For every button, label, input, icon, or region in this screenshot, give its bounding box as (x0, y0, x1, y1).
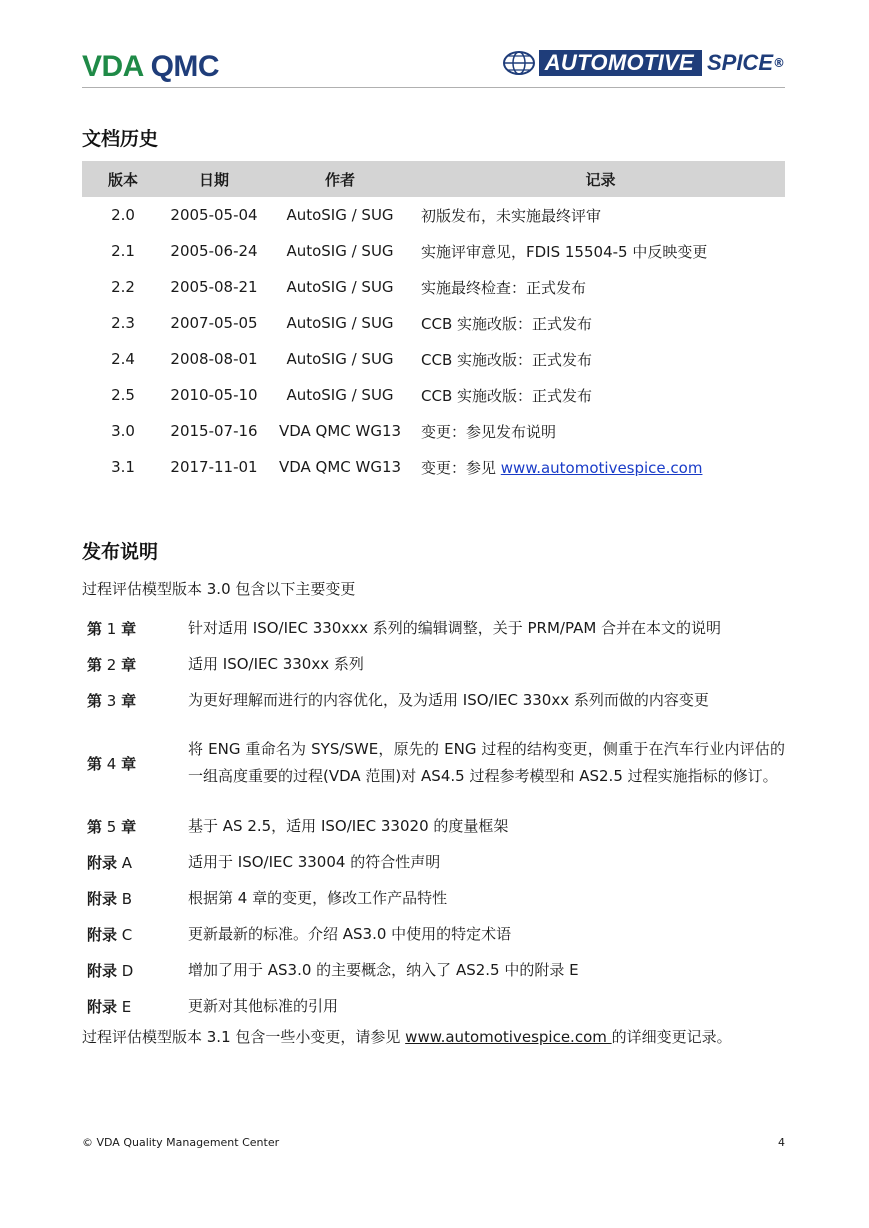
item-text: 将 ENG 重命名为 SYS/SWE，原先的 ENG 过程的结构变更，侧重于在汽车行业内评估的一组高度重要的过程(VDA 范围)对 AS4.5 过程参考模型和 AS2.5 过程实施指标的修订。 (188, 740, 785, 785)
row-version: 2.1 (111, 242, 135, 260)
label-number: 2 (102, 655, 122, 674)
registered-mark: ® (773, 56, 785, 70)
item-label (82, 960, 188, 981)
outro-text-before: 过程评估模型版本 3.1 包含一些小变更，请参见 (82, 1028, 406, 1046)
row-author: AutoSIG / SUG (286, 206, 394, 224)
label-prefix: 附录 (87, 925, 118, 944)
list-item (82, 610, 785, 646)
item-label (82, 618, 188, 639)
row-version: 2.2 (111, 278, 135, 296)
history-header-row (82, 161, 785, 197)
globe-icon (501, 50, 537, 76)
document-history-title: 文档历史 (82, 128, 159, 150)
label-prefix: 附录 (87, 853, 118, 872)
row-date: 2005-06-24 (170, 242, 258, 260)
table-row (82, 413, 785, 449)
page-number: 4 (778, 1136, 785, 1149)
row-version: 2.5 (111, 386, 135, 404)
row-author: AutoSIG / SUG (286, 242, 394, 260)
table-row (82, 449, 785, 485)
row-date: 2008-08-01 (170, 350, 258, 368)
outro-text-after: 的详细变更记录。 (611, 1028, 732, 1046)
item-label (82, 816, 188, 837)
release-change-list (82, 610, 785, 1024)
item-label (82, 690, 188, 711)
row-note: 初版发布，未实施最终评审 (421, 206, 602, 225)
label-prefix: 第 (87, 619, 103, 638)
qmc-logo-text: QMC (150, 50, 220, 83)
row-note: 变更：参见发布说明 (421, 422, 557, 441)
label-prefix: 第 (87, 754, 103, 773)
table-row (82, 341, 785, 377)
label-number: A (117, 853, 133, 872)
release-outro (82, 1026, 732, 1047)
spice-logo-text: SPICE (706, 50, 773, 75)
item-label (82, 753, 188, 774)
label-number: D (117, 961, 134, 980)
automotivespice-link[interactable]: www.automotivespice.com (500, 458, 703, 477)
row-note: 实施评审意见，FDIS 15504-5 中反映变更 (421, 242, 708, 261)
list-item (82, 988, 785, 1024)
vda-qmc-logo (82, 50, 219, 84)
row-note: CCB 实施改版：正式发布 (421, 314, 593, 333)
row-author: AutoSIG / SUG (286, 386, 394, 404)
label-number: 3 (102, 691, 122, 710)
item-text: 基于 AS 2.5，适用 ISO/IEC 33020 的度量框架 (188, 816, 509, 835)
list-item (82, 880, 785, 916)
label-suffix: 章 (121, 691, 137, 710)
label-prefix: 第 (87, 691, 103, 710)
list-item (82, 718, 785, 808)
row-date: 2007-05-05 (170, 314, 258, 332)
item-text: 为更好理解而进行的内容优化，及为适用 ISO/IEC 330xx 系列而做的内容变更 (188, 690, 709, 709)
label-prefix: 附录 (87, 997, 118, 1016)
row-version: 2.0 (111, 206, 135, 224)
column-header-author: 作者 (264, 161, 416, 197)
row-version: 2.4 (111, 350, 135, 368)
list-item (82, 808, 785, 844)
row-note: 实施最终检查：正式发布 (421, 278, 587, 297)
label-prefix: 第 (87, 817, 103, 836)
row-author: VDA QMC WG13 (278, 422, 402, 440)
item-label (82, 924, 188, 945)
row-author: VDA QMC WG13 (278, 458, 402, 476)
list-item (82, 682, 785, 718)
row-date: 2005-05-04 (170, 206, 258, 224)
list-item (82, 844, 785, 880)
list-item (82, 646, 785, 682)
item-text: 针对适用 ISO/IEC 330xxx 系列的编辑调整，关于 PRM/PAM 合并在本文的说明 (188, 618, 722, 637)
row-author: AutoSIG / SUG (286, 314, 394, 332)
label-number: C (117, 925, 133, 944)
release-notes-title: 发布说明 (82, 541, 159, 563)
row-note: CCB 实施改版：正式发布 (421, 386, 593, 405)
label-prefix: 附录 (87, 889, 118, 908)
table-row (82, 377, 785, 413)
automotive-logo-text: AUTOMOTIVE (539, 50, 702, 76)
label-suffix: 章 (121, 817, 137, 836)
automotive-spice-logo (501, 50, 785, 76)
row-note: 变更：参见 (421, 458, 501, 477)
item-text: 更新对其他标准的引用 (188, 996, 339, 1015)
item-label (82, 852, 188, 873)
row-date: 2015-07-16 (170, 422, 258, 440)
history-table (82, 161, 785, 485)
label-prefix: 第 (87, 655, 103, 674)
item-label (82, 654, 188, 675)
table-row (82, 305, 785, 341)
table-row (82, 197, 785, 233)
release-intro: 过程评估模型版本 3.0 包含以下主要变更 (82, 580, 356, 598)
row-author: AutoSIG / SUG (286, 350, 394, 368)
footer-copyright: © VDA Quality Management Center (82, 1136, 280, 1149)
item-text: 适用 ISO/IEC 330xx 系列 (188, 654, 364, 673)
label-prefix: 附录 (87, 961, 118, 980)
row-version: 3.0 (111, 422, 135, 440)
label-suffix: 章 (121, 754, 137, 773)
item-text: 更新最新的标准。介绍 AS3.0 中使用的特定术语 (188, 924, 512, 943)
label-number: E (117, 997, 132, 1016)
row-date: 2010-05-10 (170, 386, 258, 404)
label-number: B (117, 889, 133, 908)
row-author: AutoSIG / SUG (286, 278, 394, 296)
row-note-with-link (416, 449, 785, 485)
row-version: 2.3 (111, 314, 135, 332)
item-text: 增加了用于 AS3.0 的主要概念，纳入了 AS2.5 中的附录 E (188, 960, 579, 979)
list-item (82, 916, 785, 952)
automotivespice-link-outro[interactable]: www.automotivespice.com (405, 1028, 612, 1046)
label-suffix: 章 (121, 655, 137, 674)
item-label (82, 996, 188, 1017)
item-text: 适用于 ISO/IEC 33004 的符合性声明 (188, 852, 441, 871)
row-date: 2005-08-21 (170, 278, 258, 296)
page-header (82, 44, 785, 88)
label-number: 5 (102, 817, 122, 836)
item-text: 根据第 4 章的变更，修改工作产品特性 (188, 888, 448, 907)
label-suffix: 章 (121, 619, 137, 638)
column-header-record: 记录 (416, 161, 785, 197)
label-number: 4 (102, 754, 122, 773)
column-header-date: 日期 (164, 161, 264, 197)
vda-logo-text: VDA (82, 50, 143, 83)
item-label (82, 888, 188, 909)
header-divider (82, 87, 785, 88)
label-number: 1 (102, 619, 122, 638)
list-item (82, 952, 785, 988)
row-version: 3.1 (111, 458, 135, 476)
row-date: 2017-11-01 (170, 458, 258, 476)
table-row (82, 233, 785, 269)
table-row (82, 269, 785, 305)
column-header-version: 版本 (82, 161, 164, 197)
row-note: CCB 实施改版：正式发布 (421, 350, 593, 369)
